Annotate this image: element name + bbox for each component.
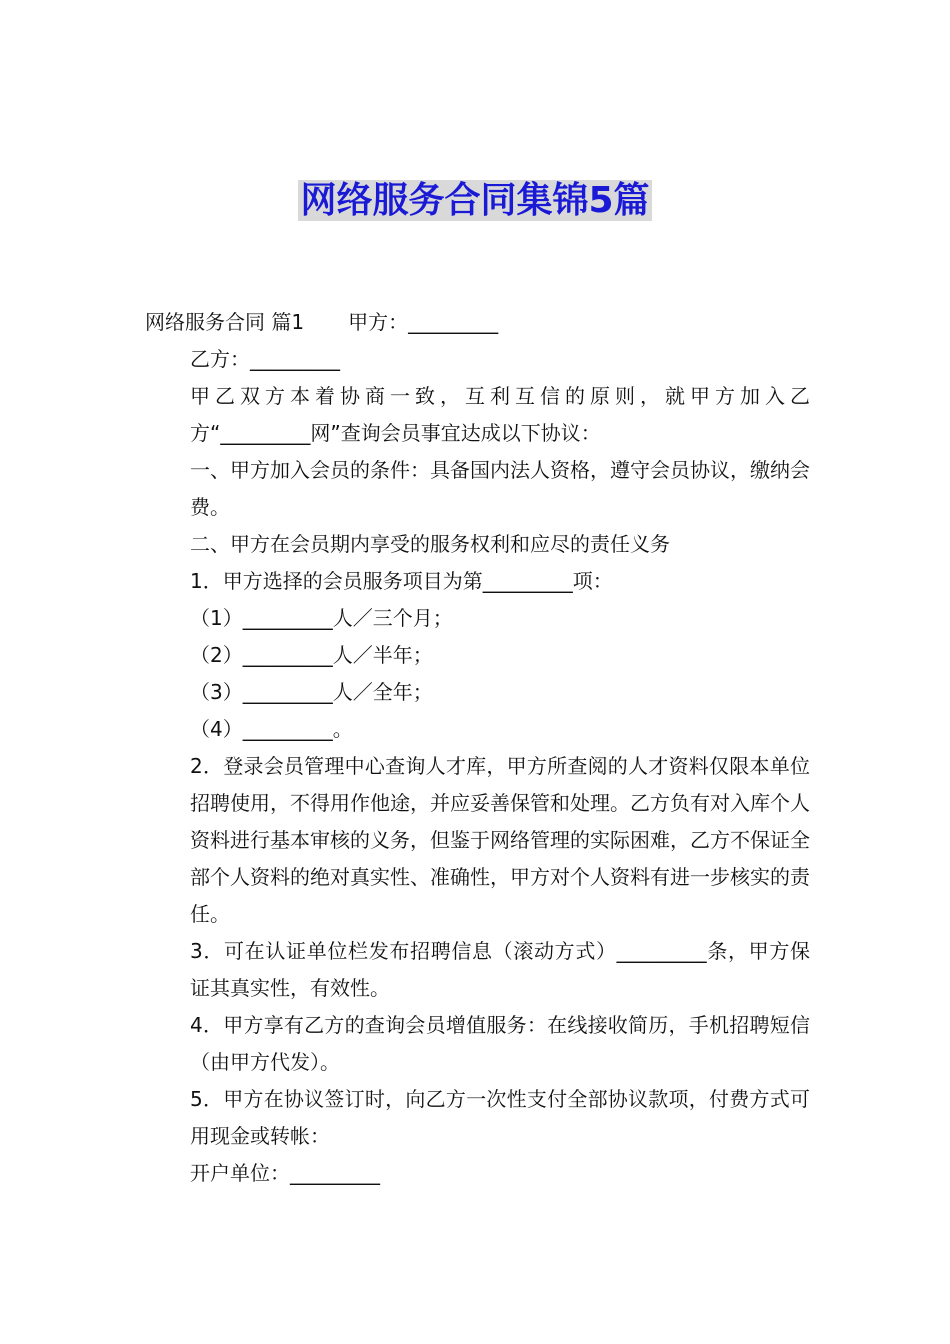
paragraph-item-2: 2．登录会员管理中心查询人才库，甲方所查阅的人才资料仅限本单位招聘使用，不得用作他途，并应妥善保管和处理。乙方负有对入库个人资料进行基本审核的义务，但鉴于网络管理的实际困难，乙方不保证全部个人资料的绝对真实性、准确性，甲方对个人资料有进一步核实的责任。 bbox=[190, 754, 810, 926]
paragraph-option-2: （2）_________人／半年； bbox=[190, 643, 433, 667]
paragraph-item-3: 3．可在认证单位栏发布招聘信息（滚动方式）_________条，甲方保证其真实性，有效性。 bbox=[190, 939, 810, 1000]
document-body bbox=[145, 304, 810, 1192]
document-title-text: 网络服务合同集锦5篇 bbox=[300, 180, 650, 221]
paragraph-account-unit: 开户单位：_________ bbox=[190, 1161, 380, 1185]
paragraph-rights-heading: 二、甲方在会员期内享受的服务权利和应尽的责任义务 bbox=[190, 532, 670, 556]
paragraph-item-4: 4．甲方享有乙方的查询会员增值服务：在线接收简历，手机招聘短信（由甲方代发）。 bbox=[190, 1013, 810, 1074]
paragraph-option-4: （4）_________。 bbox=[190, 717, 353, 741]
paragraph-option-3: （3）_________人／全年； bbox=[190, 680, 433, 704]
paragraph-item-1: 1．甲方选择的会员服务项目为第_________项： bbox=[190, 569, 613, 593]
paragraph-option-1: （1）_________人／三个月； bbox=[190, 606, 453, 630]
contract-label: 网络服务合同 篇1 bbox=[145, 310, 305, 334]
paragraph-membership-conditions: 一、甲方加入会员的条件：具备国内法人资格，遵守会员协议，缴纳会费。 bbox=[190, 458, 810, 519]
paragraph-preamble: 甲乙双方本着协商一致，互利互信的原则，就甲方加入乙方“_________网”查询会员事宜达成以下协议： bbox=[190, 384, 810, 445]
paragraph-party-b: 乙方：_________ bbox=[190, 347, 340, 371]
document-title bbox=[0, 176, 950, 226]
paragraph-item-5: 5．甲方在协议签订时，向乙方一次性支付全部协议款项，付费方式可用现金或转帐： bbox=[190, 1087, 810, 1148]
paragraph-contract-heading bbox=[145, 304, 810, 341]
party-a-field: 甲方：_________ bbox=[348, 310, 499, 334]
